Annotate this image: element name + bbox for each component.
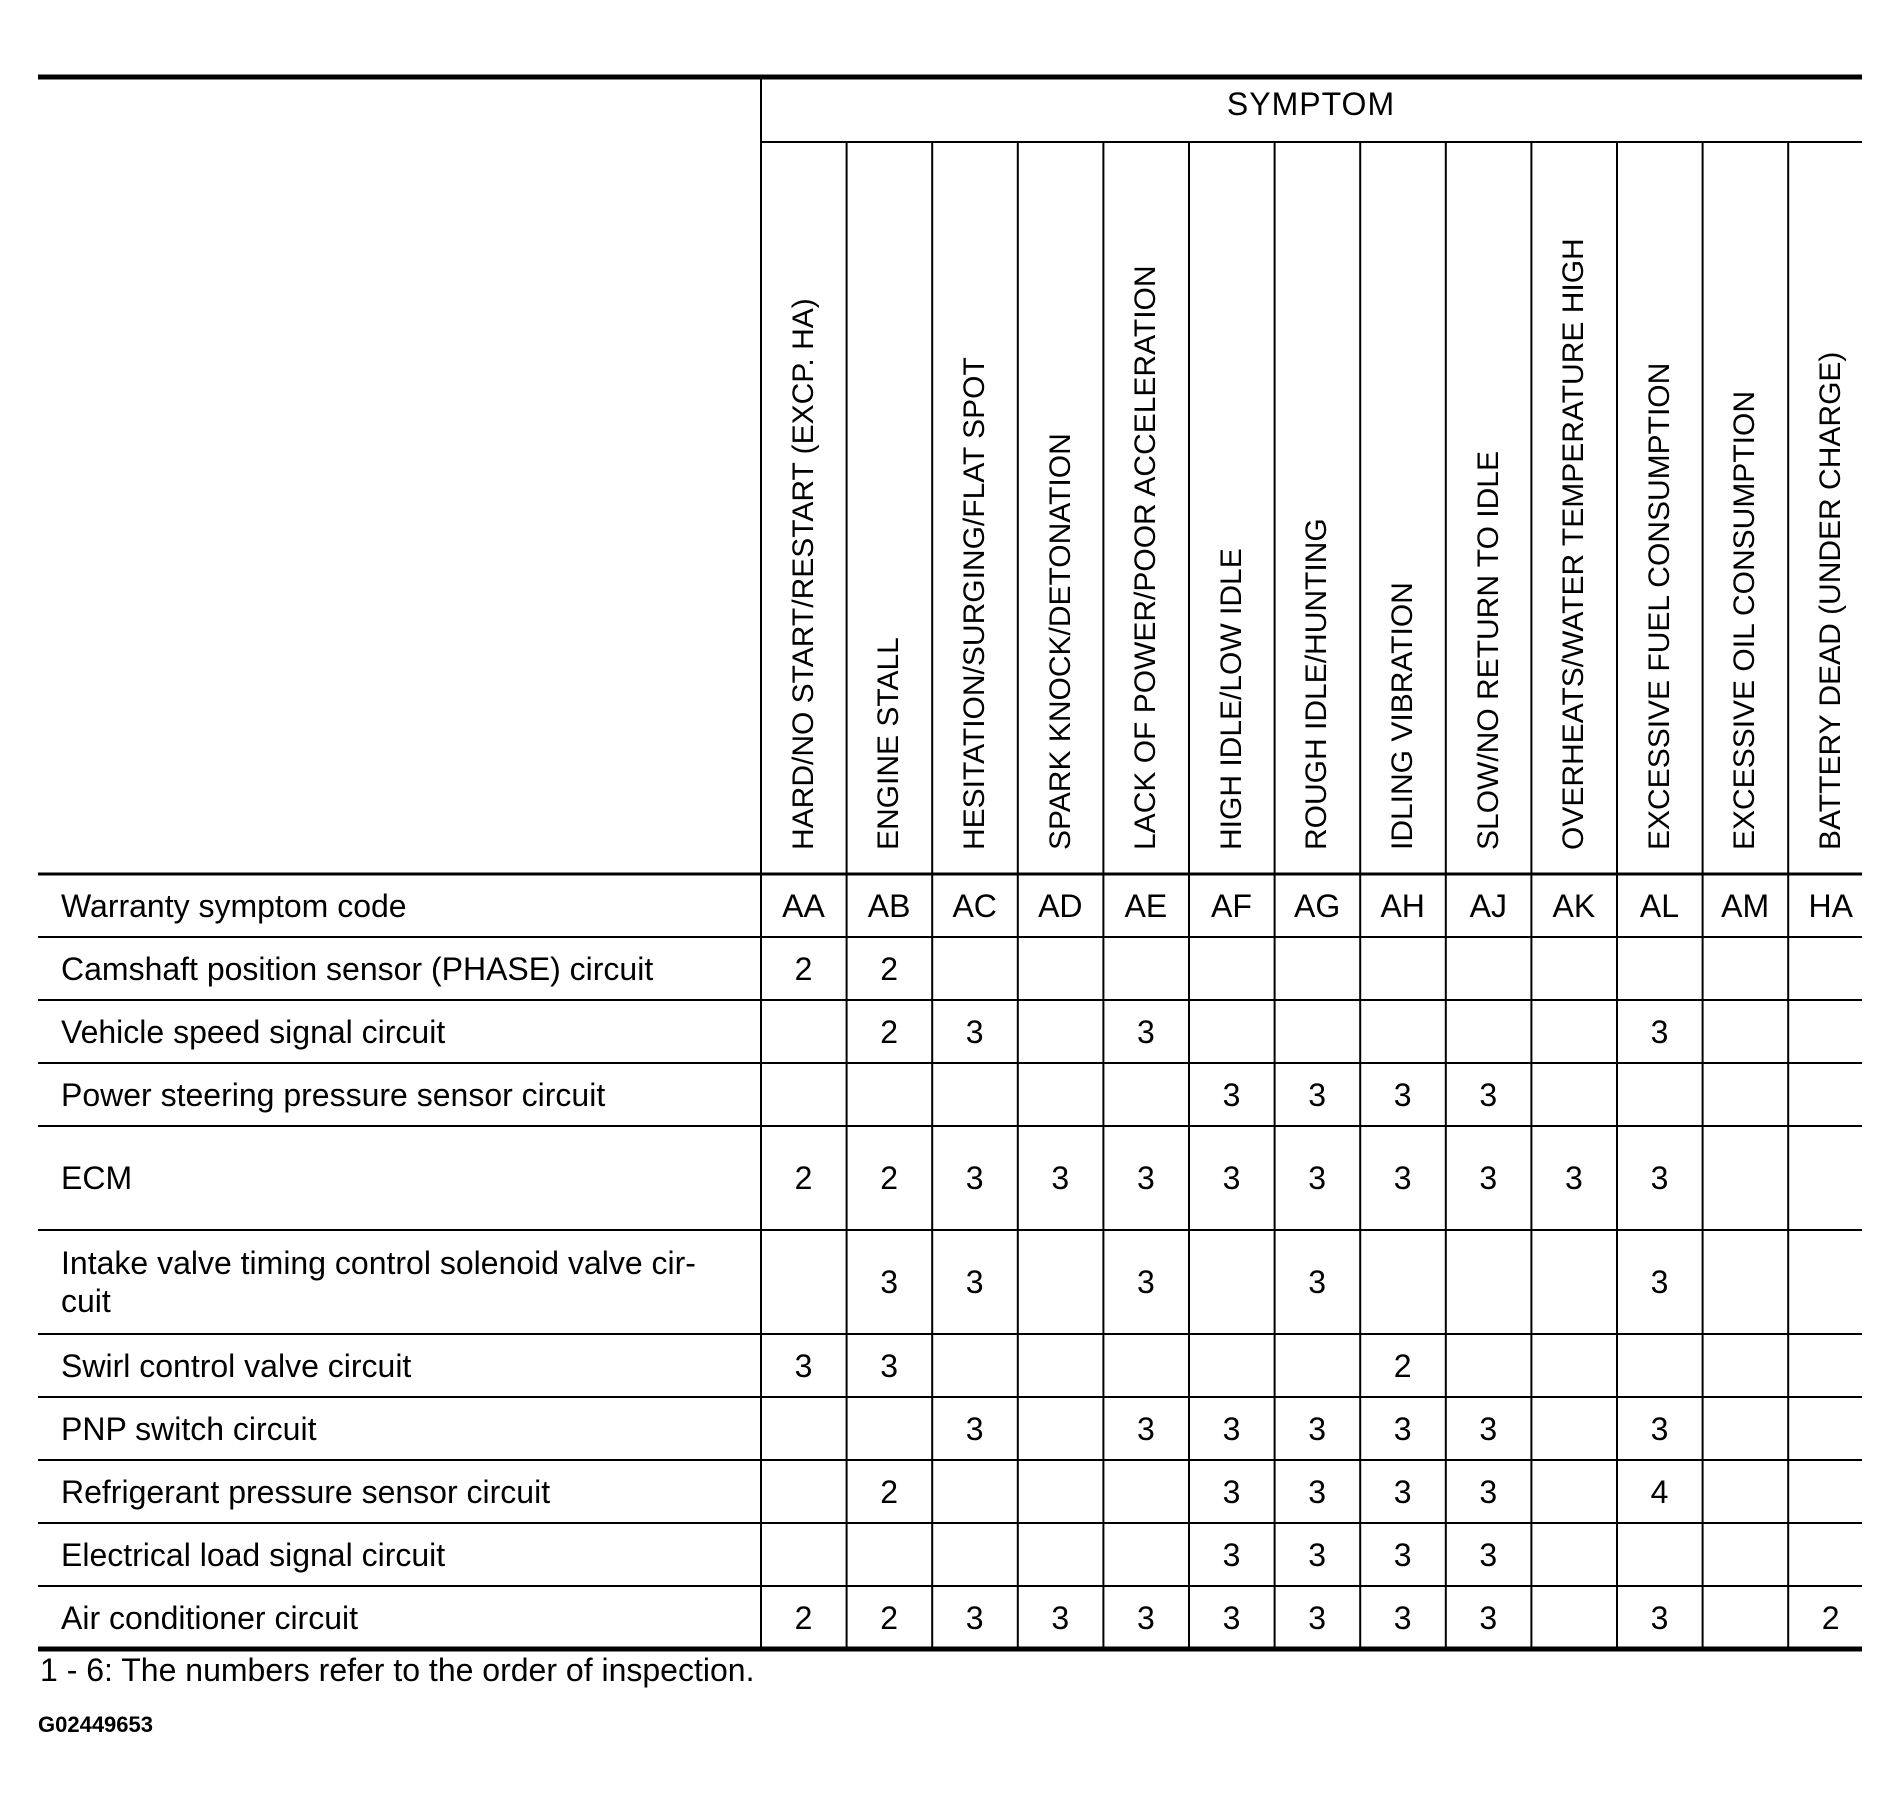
footnote: 1 - 6: The numbers refer to the order of inspection.: [40, 1652, 755, 1688]
inspection-order-cell: 3: [1393, 1599, 1412, 1636]
inspection-order-cell: 3: [1222, 1599, 1241, 1636]
inspection-order-cell: 2: [880, 1599, 898, 1636]
symptom-code: AM: [1721, 887, 1770, 924]
inspection-order-cell: 3: [880, 1264, 898, 1300]
symptom-code: AD: [1038, 887, 1083, 924]
inspection-order-cell: 3: [1479, 1473, 1498, 1510]
column-header: HIGH IDLE/LOW IDLE: [1214, 548, 1248, 850]
symptom-code: AA: [782, 887, 825, 924]
inspection-order-cell: 3: [1650, 1160, 1669, 1196]
inspection-order-cell: 2: [880, 1013, 898, 1050]
inspection-order-cell: 3: [1479, 1076, 1498, 1113]
column-header: BATTERY DEAD (UNDER CHARGE): [1814, 351, 1847, 850]
symptom-code: AF: [1211, 887, 1252, 924]
inspection-order-cell: 3: [880, 1347, 898, 1384]
inspection-order-cell: 3: [1222, 1410, 1241, 1447]
figure-id: G02449653: [38, 1712, 153, 1737]
inspection-order-cell: 2: [880, 1473, 898, 1510]
column-header: ENGINE STALL: [872, 637, 906, 850]
inspection-order-cell: 2: [794, 1599, 813, 1636]
inspection-order-cell: 3: [1308, 1410, 1326, 1447]
inspection-order-cell: 3: [1308, 1599, 1326, 1636]
row-label: [61, 1159, 132, 1197]
symptom-code: AJ: [1469, 887, 1507, 924]
column-header: ROUGH IDLE/HUNTING: [1300, 518, 1334, 850]
inspection-order-cell: 2: [880, 950, 898, 987]
row-label-line: cuit: [61, 1283, 111, 1319]
inspection-order-cell: 3: [1308, 1536, 1326, 1573]
inspection-order-cell: 2: [880, 1160, 898, 1196]
symptom-header: SYMPTOM: [1226, 86, 1396, 122]
inspection-order-cell: 3: [1308, 1076, 1326, 1113]
inspection-order-cell: 3: [1650, 1264, 1669, 1300]
column-header: HARD/NO START/RESTART (EXCP. HA): [786, 298, 820, 850]
symptom-code: HA: [1808, 887, 1853, 924]
column-header: LACK OF POWER/POOR ACCELERATION: [1129, 265, 1163, 850]
row-label: [61, 1347, 411, 1385]
inspection-order-cell: 3: [965, 1599, 984, 1636]
row-label: [61, 1076, 605, 1114]
inspection-order-cell: 3: [1222, 1536, 1241, 1573]
inspection-order-cell: 2: [1393, 1347, 1412, 1384]
row-label-line: ECM: [61, 1160, 133, 1196]
row-label-line: PNP switch circuit: [61, 1410, 317, 1447]
inspection-order-cell: 3: [1564, 1160, 1583, 1196]
symptom-code: AE: [1124, 887, 1168, 924]
inspection-order-cell: 3: [1650, 1599, 1669, 1636]
inspection-order-cell: 3: [1650, 1013, 1669, 1050]
column-header: HESITATION/SURGING/FLAT SPOT: [958, 357, 991, 850]
row-label-line: Intake valve timing control solenoid valve cir-: [61, 1245, 696, 1281]
inspection-order-cell: 3: [965, 1264, 984, 1300]
symptom-code: AH: [1380, 887, 1425, 924]
column-header: EXCESSIVE FUEL CONSUMPTION: [1642, 362, 1676, 850]
row-label: [61, 950, 653, 988]
inspection-order-cell: 3: [965, 1013, 984, 1050]
inspection-order-cell: 3: [1136, 1264, 1155, 1300]
inspection-order-cell: 3: [1393, 1410, 1412, 1447]
symptom-code: AK: [1552, 887, 1596, 924]
column-header: SLOW/NO RETURN TO IDLE: [1471, 451, 1505, 850]
inspection-order-cell: 3: [965, 1160, 984, 1196]
inspection-order-cell: 3: [1051, 1599, 1070, 1636]
inspection-order-cell: 3: [1393, 1473, 1412, 1510]
inspection-order-cell: 3: [1222, 1160, 1241, 1196]
row-label: [61, 1244, 696, 1320]
inspection-order-cell: 3: [1308, 1264, 1326, 1300]
inspection-order-cell: 2: [794, 950, 813, 987]
inspection-order-cell: 3: [965, 1410, 984, 1447]
inspection-order-cell: 3: [1136, 1013, 1155, 1050]
inspection-order-cell: 3: [1136, 1160, 1155, 1196]
inspection-order-cell: 3: [1136, 1599, 1155, 1636]
column-header: OVERHEATS/WATER TEMPERATURE HIGH: [1557, 238, 1591, 850]
symptom-code: AL: [1639, 887, 1680, 924]
inspection-order-cell: 3: [1393, 1160, 1412, 1196]
inspection-order-cell: 3: [1393, 1076, 1412, 1113]
inspection-order-cell: 3: [1479, 1536, 1498, 1573]
row-label-line: Vehicle speed signal circuit: [61, 1013, 446, 1050]
inspection-order-cell: 4: [1650, 1473, 1669, 1510]
row-label: [61, 1410, 316, 1448]
column-header: SPARK KNOCK/DETONATION: [1043, 433, 1077, 850]
inspection-order-cell: 3: [1393, 1536, 1412, 1573]
inspection-order-cell: 3: [1479, 1410, 1498, 1447]
row-label: [61, 1473, 550, 1511]
row-label: [61, 1013, 445, 1051]
row-label-line: Refrigerant pressure sensor circuit: [61, 1473, 551, 1510]
row-label: [61, 1599, 358, 1637]
row-label-line: Camshaft position sensor (PHASE) circuit: [61, 950, 654, 987]
inspection-order-cell: 3: [1051, 1160, 1070, 1196]
inspection-order-cell: 3: [1136, 1410, 1155, 1447]
symptom-code: AG: [1293, 887, 1341, 924]
inspection-order-cell: 3: [1222, 1076, 1241, 1113]
row-label: [61, 1536, 445, 1574]
row-label-line: Electrical load signal circuit: [61, 1536, 446, 1573]
column-header: IDLING VIBRATION: [1386, 582, 1419, 850]
inspection-order-cell: 2: [794, 1160, 813, 1196]
symptom-code: AB: [867, 887, 911, 924]
inspection-order-cell: 3: [1479, 1160, 1498, 1196]
code-row-label: Warranty symptom code: [61, 887, 407, 924]
symptom-code: AC: [952, 887, 997, 924]
inspection-order-cell: 3: [1222, 1473, 1241, 1510]
row-label-line: Power steering pressure sensor circuit: [61, 1076, 606, 1113]
inspection-order-cell: 3: [794, 1347, 813, 1384]
column-header: EXCESSIVE OIL CONSUMPTION: [1728, 391, 1762, 850]
inspection-order-cell: 3: [1650, 1410, 1669, 1447]
row-label-line: Air conditioner circuit: [61, 1599, 358, 1636]
inspection-order-cell: 3: [1479, 1599, 1498, 1636]
inspection-order-cell: 2: [1821, 1599, 1840, 1636]
row-label-line: Swirl control valve circuit: [61, 1347, 412, 1384]
inspection-order-cell: 3: [1308, 1160, 1326, 1196]
inspection-order-cell: 3: [1308, 1473, 1326, 1510]
